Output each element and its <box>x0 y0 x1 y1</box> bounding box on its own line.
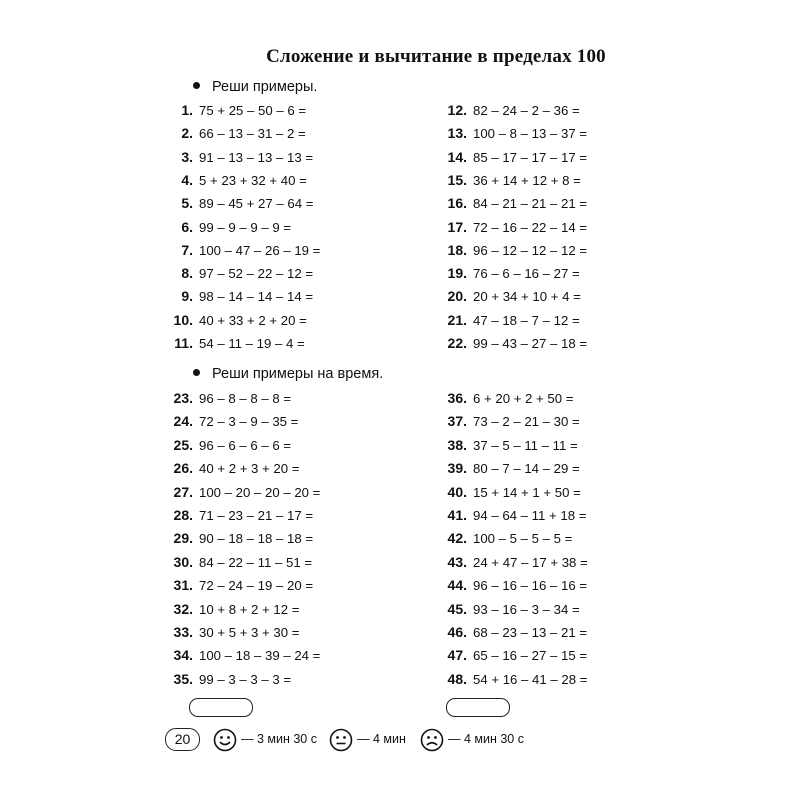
exercise-expression: 96 – 6 – 6 – 6 = <box>199 437 292 453</box>
exercise-expression: 75 + 25 – 50 – 6 = <box>199 103 307 118</box>
rating-label-neutral: — 4 мин <box>357 732 406 746</box>
time-answer-box-left[interactable] <box>189 698 253 717</box>
exercise-row <box>434 482 581 502</box>
exercise-number: 7. <box>181 241 193 258</box>
exercise-number: 28. <box>173 507 193 523</box>
exercise-number: 17. <box>447 218 467 235</box>
exercise-expression: 30 + 5 + 3 + 30 = <box>199 625 300 640</box>
exercise-number: 8. <box>181 265 193 282</box>
exercise-number: 22. <box>447 335 467 351</box>
rating-label-happy: — 3 мин 30 с <box>241 732 317 746</box>
exercise-row <box>160 435 291 455</box>
exercise-number: 37. <box>447 413 467 430</box>
exercise-expression: 100 – 20 – 20 – 20 = <box>199 484 321 500</box>
instruction-1 <box>193 79 317 95</box>
exercise-expression: 73 – 2 – 21 – 30 = <box>473 414 580 430</box>
exercise-expression: 54 – 11 – 19 – 4 = <box>199 336 305 351</box>
exercise-row <box>434 505 586 525</box>
exercise-row <box>434 123 587 143</box>
instruction-2-text: Реши примеры на время. <box>212 366 384 382</box>
exercise-row <box>434 552 588 572</box>
exercise-expression: 100 – 47 – 26 – 19 = <box>199 242 321 258</box>
exercise-number: 20. <box>447 288 467 305</box>
exercise-expression: 40 + 2 + 3 + 20 = <box>199 461 300 477</box>
exercise-row <box>160 310 307 330</box>
rating-label-sad: — 4 мин 30 с <box>448 732 524 746</box>
exercise-row <box>160 575 313 595</box>
exercise-row <box>160 505 313 525</box>
exercise-expression: 24 + 47 – 17 + 38 = <box>473 554 588 570</box>
exercise-row <box>434 333 587 353</box>
smiley-sad-icon <box>420 728 444 752</box>
exercise-expression: 99 – 43 – 27 – 18 = <box>473 336 588 351</box>
exercise-expression: 94 – 64 – 11 + 18 = <box>473 508 587 523</box>
exercise-number: 45. <box>447 600 467 617</box>
exercise-number: 35. <box>173 670 193 687</box>
exercise-number: 19. <box>447 265 467 282</box>
exercise-number: 36. <box>447 390 467 406</box>
exercise-expression: 76 – 6 – 16 – 27 = <box>473 266 580 282</box>
exercise-number: 27. <box>173 483 193 500</box>
exercise-number: 46. <box>447 624 467 640</box>
exercise-expression: 54 + 16 – 41 – 28 = <box>473 671 588 687</box>
exercise-row <box>434 217 587 237</box>
exercise-number: 13. <box>447 125 467 142</box>
exercise-row <box>434 575 587 595</box>
exercise-row <box>160 170 307 190</box>
exercise-expression: 20 + 34 + 10 + 4 = <box>473 289 581 305</box>
exercise-row <box>434 411 580 431</box>
exercise-expression: 66 – 13 – 31 – 2 = <box>199 126 306 142</box>
exercise-row <box>160 599 299 619</box>
exercise-number: 24. <box>173 413 193 430</box>
exercise-row <box>434 170 581 190</box>
exercise-row <box>434 193 587 213</box>
exercise-row <box>434 599 580 619</box>
exercise-expression: 100 – 8 – 13 – 37 = <box>473 126 588 142</box>
exercise-row <box>160 388 291 408</box>
exercise-row <box>160 411 298 431</box>
exercise-row <box>160 333 305 353</box>
exercise-row <box>434 100 580 120</box>
exercise-number: 10. <box>173 311 193 328</box>
exercise-row <box>434 286 581 306</box>
exercise-number: 44. <box>447 577 467 594</box>
exercise-expression: 65 – 16 – 27 – 15 = <box>473 648 588 664</box>
exercise-row <box>434 435 578 455</box>
exercise-expression: 99 – 3 – 3 – 3 = <box>199 671 292 687</box>
exercise-row <box>160 123 306 143</box>
exercise-expression: 100 – 18 – 39 – 24 = <box>199 648 321 664</box>
exercise-expression: 91 – 13 – 13 – 13 = <box>199 149 314 165</box>
exercise-number: 15. <box>447 171 467 188</box>
exercise-row <box>434 622 587 642</box>
exercise-row <box>160 147 313 167</box>
exercise-expression: 72 – 3 – 9 – 35 = <box>199 414 299 430</box>
exercise-row <box>434 528 572 548</box>
exercise-row <box>160 645 320 665</box>
exercise-expression: 89 – 45 + 27 – 64 = <box>199 196 314 212</box>
exercise-expression: 72 – 24 – 19 – 20 = <box>199 578 314 594</box>
exercise-number: 5. <box>181 195 193 212</box>
exercise-number: 42. <box>447 530 467 547</box>
exercise-number: 29. <box>173 530 193 547</box>
exercise-number: 39. <box>447 460 467 477</box>
exercise-expression: 36 + 14 + 12 + 8 = <box>473 172 581 188</box>
exercise-row <box>160 217 291 237</box>
exercise-number: 30. <box>173 553 193 570</box>
exercise-number: 25. <box>173 436 193 453</box>
exercise-row <box>434 147 587 167</box>
exercise-row <box>434 310 580 330</box>
exercise-row <box>160 622 299 642</box>
exercise-expression: 100 – 5 – 5 – 5 = <box>473 531 573 547</box>
exercise-number: 38. <box>447 436 467 453</box>
smiley-neutral-icon <box>329 728 353 752</box>
exercise-row <box>160 669 291 689</box>
exercise-row <box>160 458 299 478</box>
exercise-row <box>434 669 587 689</box>
exercise-number: 12. <box>447 102 467 118</box>
exercise-number: 3. <box>181 148 193 165</box>
exercise-row <box>160 263 313 283</box>
exercise-expression: 84 – 22 – 11 – 51 = <box>199 554 313 570</box>
instruction-2 <box>193 366 383 382</box>
exercise-row <box>160 100 306 120</box>
page-number: 20 <box>165 728 200 751</box>
exercise-row <box>160 286 313 306</box>
exercise-number: 16. <box>447 195 467 212</box>
exercise-row <box>160 552 312 572</box>
exercise-number: 33. <box>173 624 193 640</box>
exercise-expression: 37 – 5 – 11 – 11 = <box>473 437 578 453</box>
exercise-expression: 96 – 8 – 8 – 8 = <box>199 391 292 406</box>
exercise-expression: 10 + 8 + 2 + 12 = <box>199 601 300 617</box>
exercise-row <box>434 240 587 260</box>
instruction-1-text: Реши примеры. <box>212 79 318 95</box>
exercise-row <box>434 645 587 665</box>
exercise-number: 1. <box>181 102 193 118</box>
exercise-number: 41. <box>447 507 467 523</box>
exercise-expression: 96 – 16 – 16 – 16 = <box>473 578 588 594</box>
exercise-row <box>160 482 320 502</box>
exercise-row <box>160 240 320 260</box>
exercise-number: 11. <box>174 335 193 351</box>
exercise-number: 18. <box>447 241 467 258</box>
exercise-expression: 97 – 52 – 22 – 12 = <box>199 266 314 282</box>
smiley-happy-icon <box>213 728 237 752</box>
exercise-number: 26. <box>173 460 193 477</box>
exercise-expression: 80 – 7 – 14 – 29 = <box>473 461 580 477</box>
exercise-number: 14. <box>447 148 467 165</box>
exercise-expression: 85 – 17 – 17 – 17 = <box>473 149 588 165</box>
exercise-expression: 6 + 20 + 2 + 50 = <box>473 391 574 406</box>
exercise-row <box>160 528 313 548</box>
exercise-number: 40. <box>447 483 467 500</box>
bullet-icon <box>193 82 200 89</box>
exercise-row <box>160 193 313 213</box>
exercise-expression: 82 – 24 – 2 – 36 = <box>473 103 580 118</box>
exercise-number: 21. <box>447 311 467 328</box>
exercise-expression: 68 – 23 – 13 – 21 = <box>473 625 588 640</box>
exercise-row <box>434 458 580 478</box>
exercise-expression: 72 – 16 – 22 – 14 = <box>473 219 588 235</box>
exercise-number: 43. <box>447 553 467 570</box>
exercise-expression: 71 – 23 – 21 – 17 = <box>199 508 314 523</box>
footer <box>0 728 800 754</box>
exercise-expression: 93 – 16 – 3 – 34 = <box>473 601 580 617</box>
exercise-row <box>434 388 573 408</box>
exercise-number: 23. <box>173 390 193 406</box>
exercise-expression: 96 – 12 – 12 – 12 = <box>473 242 588 258</box>
time-answer-box-right[interactable] <box>446 698 510 717</box>
exercise-number: 48. <box>447 670 467 687</box>
exercise-row <box>434 263 580 283</box>
exercise-number: 32. <box>173 600 193 617</box>
page-title: Сложение и вычитание в пределах 100 <box>266 46 606 67</box>
exercise-number: 47. <box>447 647 467 664</box>
bullet-icon <box>193 369 200 376</box>
exercise-expression: 98 – 14 – 14 – 14 = <box>199 289 314 305</box>
exercise-expression: 84 – 21 – 21 – 21 = <box>473 196 588 212</box>
exercise-expression: 47 – 18 – 7 – 12 = <box>473 312 580 328</box>
exercise-number: 6. <box>181 218 193 235</box>
exercise-expression: 90 – 18 – 18 – 18 = <box>199 531 314 547</box>
exercise-number: 4. <box>181 171 193 188</box>
exercise-number: 31. <box>173 577 193 594</box>
exercise-number: 2. <box>181 125 193 142</box>
exercise-expression: 5 + 23 + 32 + 40 = <box>199 172 307 188</box>
exercise-number: 9. <box>181 288 193 305</box>
exercise-number: 34. <box>173 647 193 664</box>
exercise-expression: 99 – 9 – 9 – 9 = <box>199 219 292 235</box>
exercise-expression: 40 + 33 + 2 + 20 = <box>199 312 307 328</box>
exercise-expression: 15 + 14 + 1 + 50 = <box>473 484 581 500</box>
